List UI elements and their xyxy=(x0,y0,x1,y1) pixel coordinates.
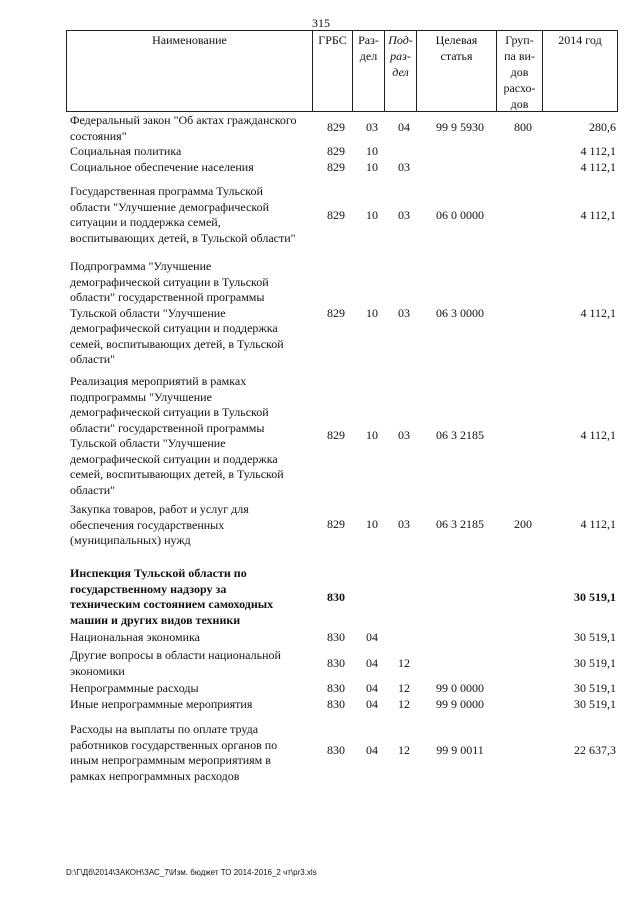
row-name: Иные непрограммные мероприятия xyxy=(70,697,253,711)
row-podrazdel: 03 xyxy=(398,208,410,222)
header-name-label: Наименование xyxy=(152,33,227,47)
row-grbs: 829 xyxy=(327,160,345,174)
row-name: Социальное обеспечение населения xyxy=(70,160,254,174)
row-amount: 30 519,1 xyxy=(574,630,616,644)
header-year-cell xyxy=(542,31,618,111)
row-grbs: 829 xyxy=(327,120,345,134)
page-number: 315 xyxy=(312,16,330,30)
header-grbs-label: ГРБС xyxy=(318,33,347,47)
row-grbs: 830 xyxy=(327,697,345,711)
row-podrazdel: 03 xyxy=(398,306,410,320)
row-razdel: 10 xyxy=(366,144,378,158)
row-celevaya: 99 9 0000 xyxy=(436,697,484,711)
row-name: Другие вопросы в области национальной экономики xyxy=(70,648,281,678)
row-celevaya: 06 3 2185 xyxy=(436,428,484,442)
header-razdel-label: Раз- дел xyxy=(358,33,379,63)
row-razdel: 04 xyxy=(366,743,378,757)
row-razdel: 04 xyxy=(366,697,378,711)
row-name: Инспекция Тульской области по государственному надзору за техническим состоянием самоходных машин и других видов техники xyxy=(70,566,274,627)
row-amount: 4 112,1 xyxy=(580,428,616,442)
row-name: Социальная политика xyxy=(70,144,182,158)
row-razdel: 04 xyxy=(366,656,378,670)
row-name: Непрограммные расходы xyxy=(70,681,199,695)
row-razdel: 10 xyxy=(366,208,378,222)
row-amount: 4 112,1 xyxy=(580,160,616,174)
row-podrazdel: 12 xyxy=(398,681,410,695)
row-razdel: 04 xyxy=(366,630,378,644)
row-name: Закупка товаров, работ и услуг для обеспечения государственных (муниципальных) нужд xyxy=(70,502,249,547)
row-amount: 22 637,3 xyxy=(574,743,616,757)
row-razdel: 10 xyxy=(366,160,378,174)
row-celevaya: 06 3 0000 xyxy=(436,306,484,320)
row-grbs: 829 xyxy=(327,208,345,222)
row-celevaya: 06 0 0000 xyxy=(436,208,484,222)
header-gruppa-label: Груп- па ви- дов расхо- дов xyxy=(503,33,536,111)
row-gruppa: 800 xyxy=(514,120,532,134)
row-amount: 4 112,1 xyxy=(580,144,616,158)
row-amount: 4 112,1 xyxy=(580,517,616,531)
row-podrazdel: 12 xyxy=(398,697,410,711)
header-podrazdel-label: Под- раз- дел xyxy=(388,33,413,79)
row-razdel: 03 xyxy=(366,120,378,134)
row-name: Федеральный закон "Об актах гражданского состояния" xyxy=(70,113,297,143)
row-grbs: 829 xyxy=(327,306,345,320)
row-razdel: 10 xyxy=(366,517,378,531)
header-grbs-cell xyxy=(312,31,352,111)
row-podrazdel: 04 xyxy=(398,120,410,134)
table-header xyxy=(66,30,618,112)
row-podrazdel: 03 xyxy=(398,428,410,442)
row-name: Государственная программа Тульской области "Улучшение демографической ситуации и поддержка семей, воспитывающих детей, в Тульской области" xyxy=(70,184,296,245)
row-name: Подпрограмма "Улучшение демографической ситуации в Тульской области" государственной программы Тульской области "Улучшение демографической ситуации и поддержка семей, воспитывающих детей, в Тульской области" xyxy=(70,259,284,366)
row-razdel: 04 xyxy=(366,681,378,695)
row-amount: 280,6 xyxy=(589,120,616,134)
header-celevaya-label: Целевая статья xyxy=(435,33,478,63)
row-grbs: 829 xyxy=(327,428,345,442)
row-grbs: 830 xyxy=(327,681,345,695)
row-grbs: 829 xyxy=(327,144,345,158)
row-grbs: 830 xyxy=(327,630,345,644)
row-celevaya: 99 9 5930 xyxy=(436,120,484,134)
header-name-cell xyxy=(66,31,312,111)
row-amount: 30 519,1 xyxy=(574,681,616,695)
row-podrazdel: 03 xyxy=(398,160,410,174)
row-razdel: 10 xyxy=(366,428,378,442)
header-razdel-cell xyxy=(352,31,384,111)
row-celevaya: 99 9 0011 xyxy=(436,743,484,757)
row-grbs: 830 xyxy=(327,590,345,604)
row-name: Расходы на выплаты по оплате труда работников государственных органов по иным непрограммным мероприятиям в рамках непрограммных расходов xyxy=(70,722,278,783)
row-celevaya: 99 0 0000 xyxy=(436,681,484,695)
row-amount: 4 112,1 xyxy=(580,208,616,222)
row-amount: 4 112,1 xyxy=(580,306,616,320)
row-grbs: 829 xyxy=(327,517,345,531)
header-year-label: 2014 год xyxy=(558,33,602,47)
header-podrazdel-cell xyxy=(384,31,416,111)
row-amount: 30 519,1 xyxy=(574,656,616,670)
row-amount: 30 519,1 xyxy=(574,697,616,711)
row-amount: 30 519,1 xyxy=(574,590,616,604)
header-celevaya-cell xyxy=(416,31,496,111)
row-podrazdel: 03 xyxy=(398,517,410,531)
row-name: Национальная экономика xyxy=(70,630,200,644)
header-gruppa-cell xyxy=(496,31,542,111)
row-grbs: 830 xyxy=(327,743,345,757)
row-podrazdel: 12 xyxy=(398,656,410,670)
row-celevaya: 06 3 2185 xyxy=(436,517,484,531)
row-gruppa: 200 xyxy=(514,517,532,531)
row-name: Реализация мероприятий в рамках подпрограммы "Улучшение демографической ситуации в Тульской области" государственной программы Тульской области "Улучшение демографической ситуации и поддержка семей, воспитывающих детей, в Тульской области" xyxy=(70,374,284,497)
footer-file-path: D:\Г\Дб\2014\ЗАКОН\ЗАС_7\Изм. бюджет ТО 2014-2016_2 чт\pr3.xls xyxy=(66,868,317,877)
row-podrazdel: 12 xyxy=(398,743,410,757)
row-grbs: 830 xyxy=(327,656,345,670)
row-razdel: 10 xyxy=(366,306,378,320)
